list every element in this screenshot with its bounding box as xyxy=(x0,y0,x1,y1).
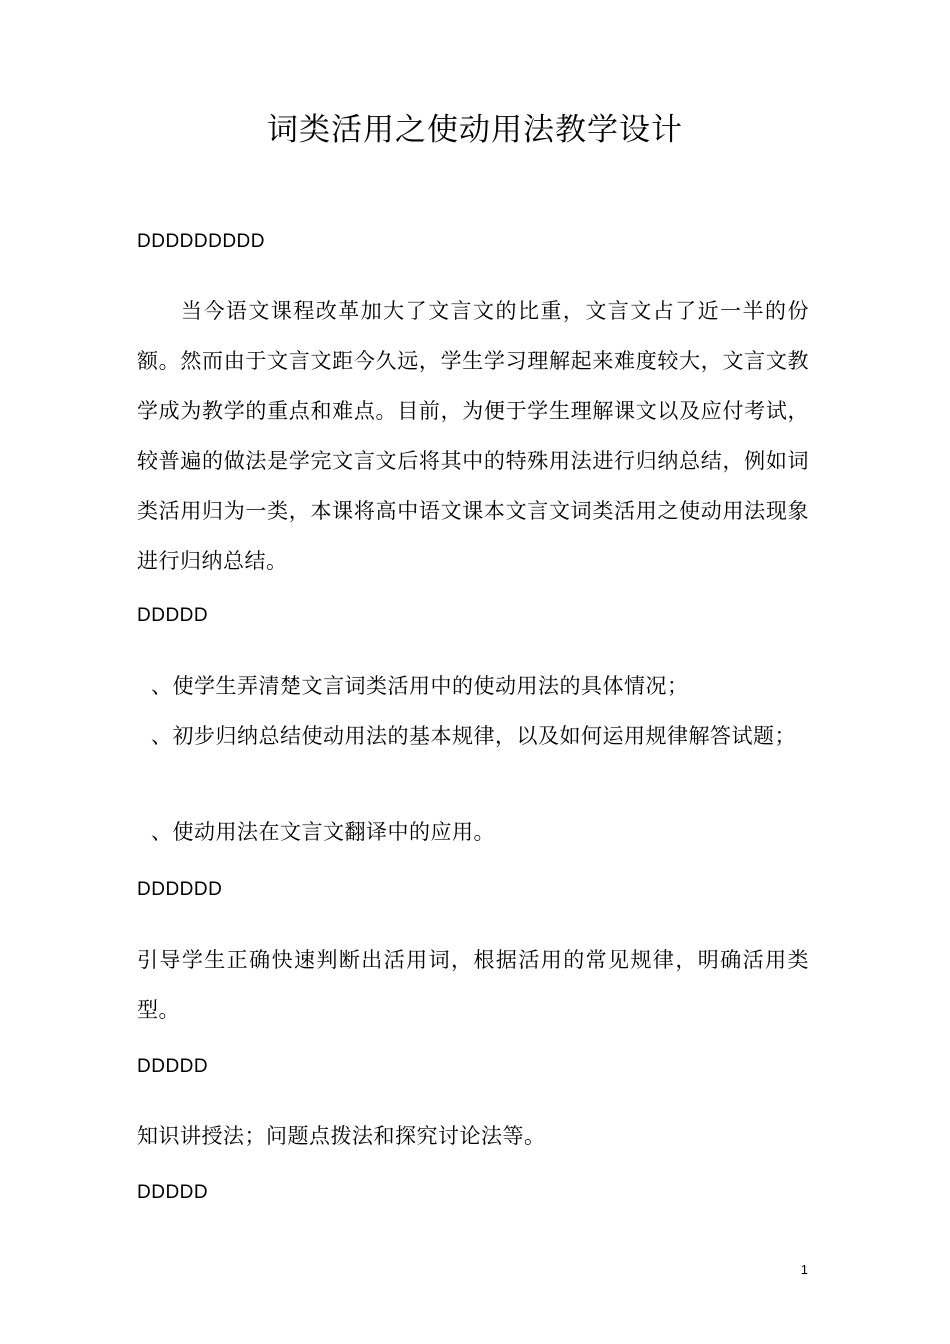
objective-item: 、使学生弄清楚文言词类活用中的使动用法的具体情况； xyxy=(151,674,689,698)
document-title: 词类活用之使动用法教学设计 xyxy=(267,112,683,148)
intro-paragraph: 当今语文课程改革加大了文言文的比重，文言文占了近一半的份额。然而由于文言文距今久远，学生学习理解起来难度较大，文言文教学成为教学的重点和难点。目前，为便于学生理解课文以及应付考试，较普遍的做法是学完文言文后将其中的特殊用法进行归纳总结，例如词类活用归为一类，本课将高中语文课本文言文词类活用之使动用法现象进行归纳总结。 xyxy=(137,299,809,573)
method-paragraph: 知识讲授法；问题点拨法和探究讨论法等。 xyxy=(137,1124,546,1148)
key-point-paragraph: 引导学生正确快速判断出活用词，根据活用的常见规律，明确活用类型。 xyxy=(137,948,809,1022)
objective-item: 、初步归纳总结使动用法的基本规律，以及如何运用规律解答试题； xyxy=(151,724,796,748)
section-heading: DDDDD xyxy=(137,1056,209,1077)
section-heading: DDDDD xyxy=(137,1182,209,1203)
page-number: 1 xyxy=(800,1262,808,1277)
section-heading: DDDDD xyxy=(137,605,209,626)
objective-item: 、使动用法在文言文翻译中的应用。 xyxy=(151,820,495,844)
section-heading: DDDDDD xyxy=(137,879,223,900)
section-heading: DDDDDDDDD xyxy=(137,231,265,252)
